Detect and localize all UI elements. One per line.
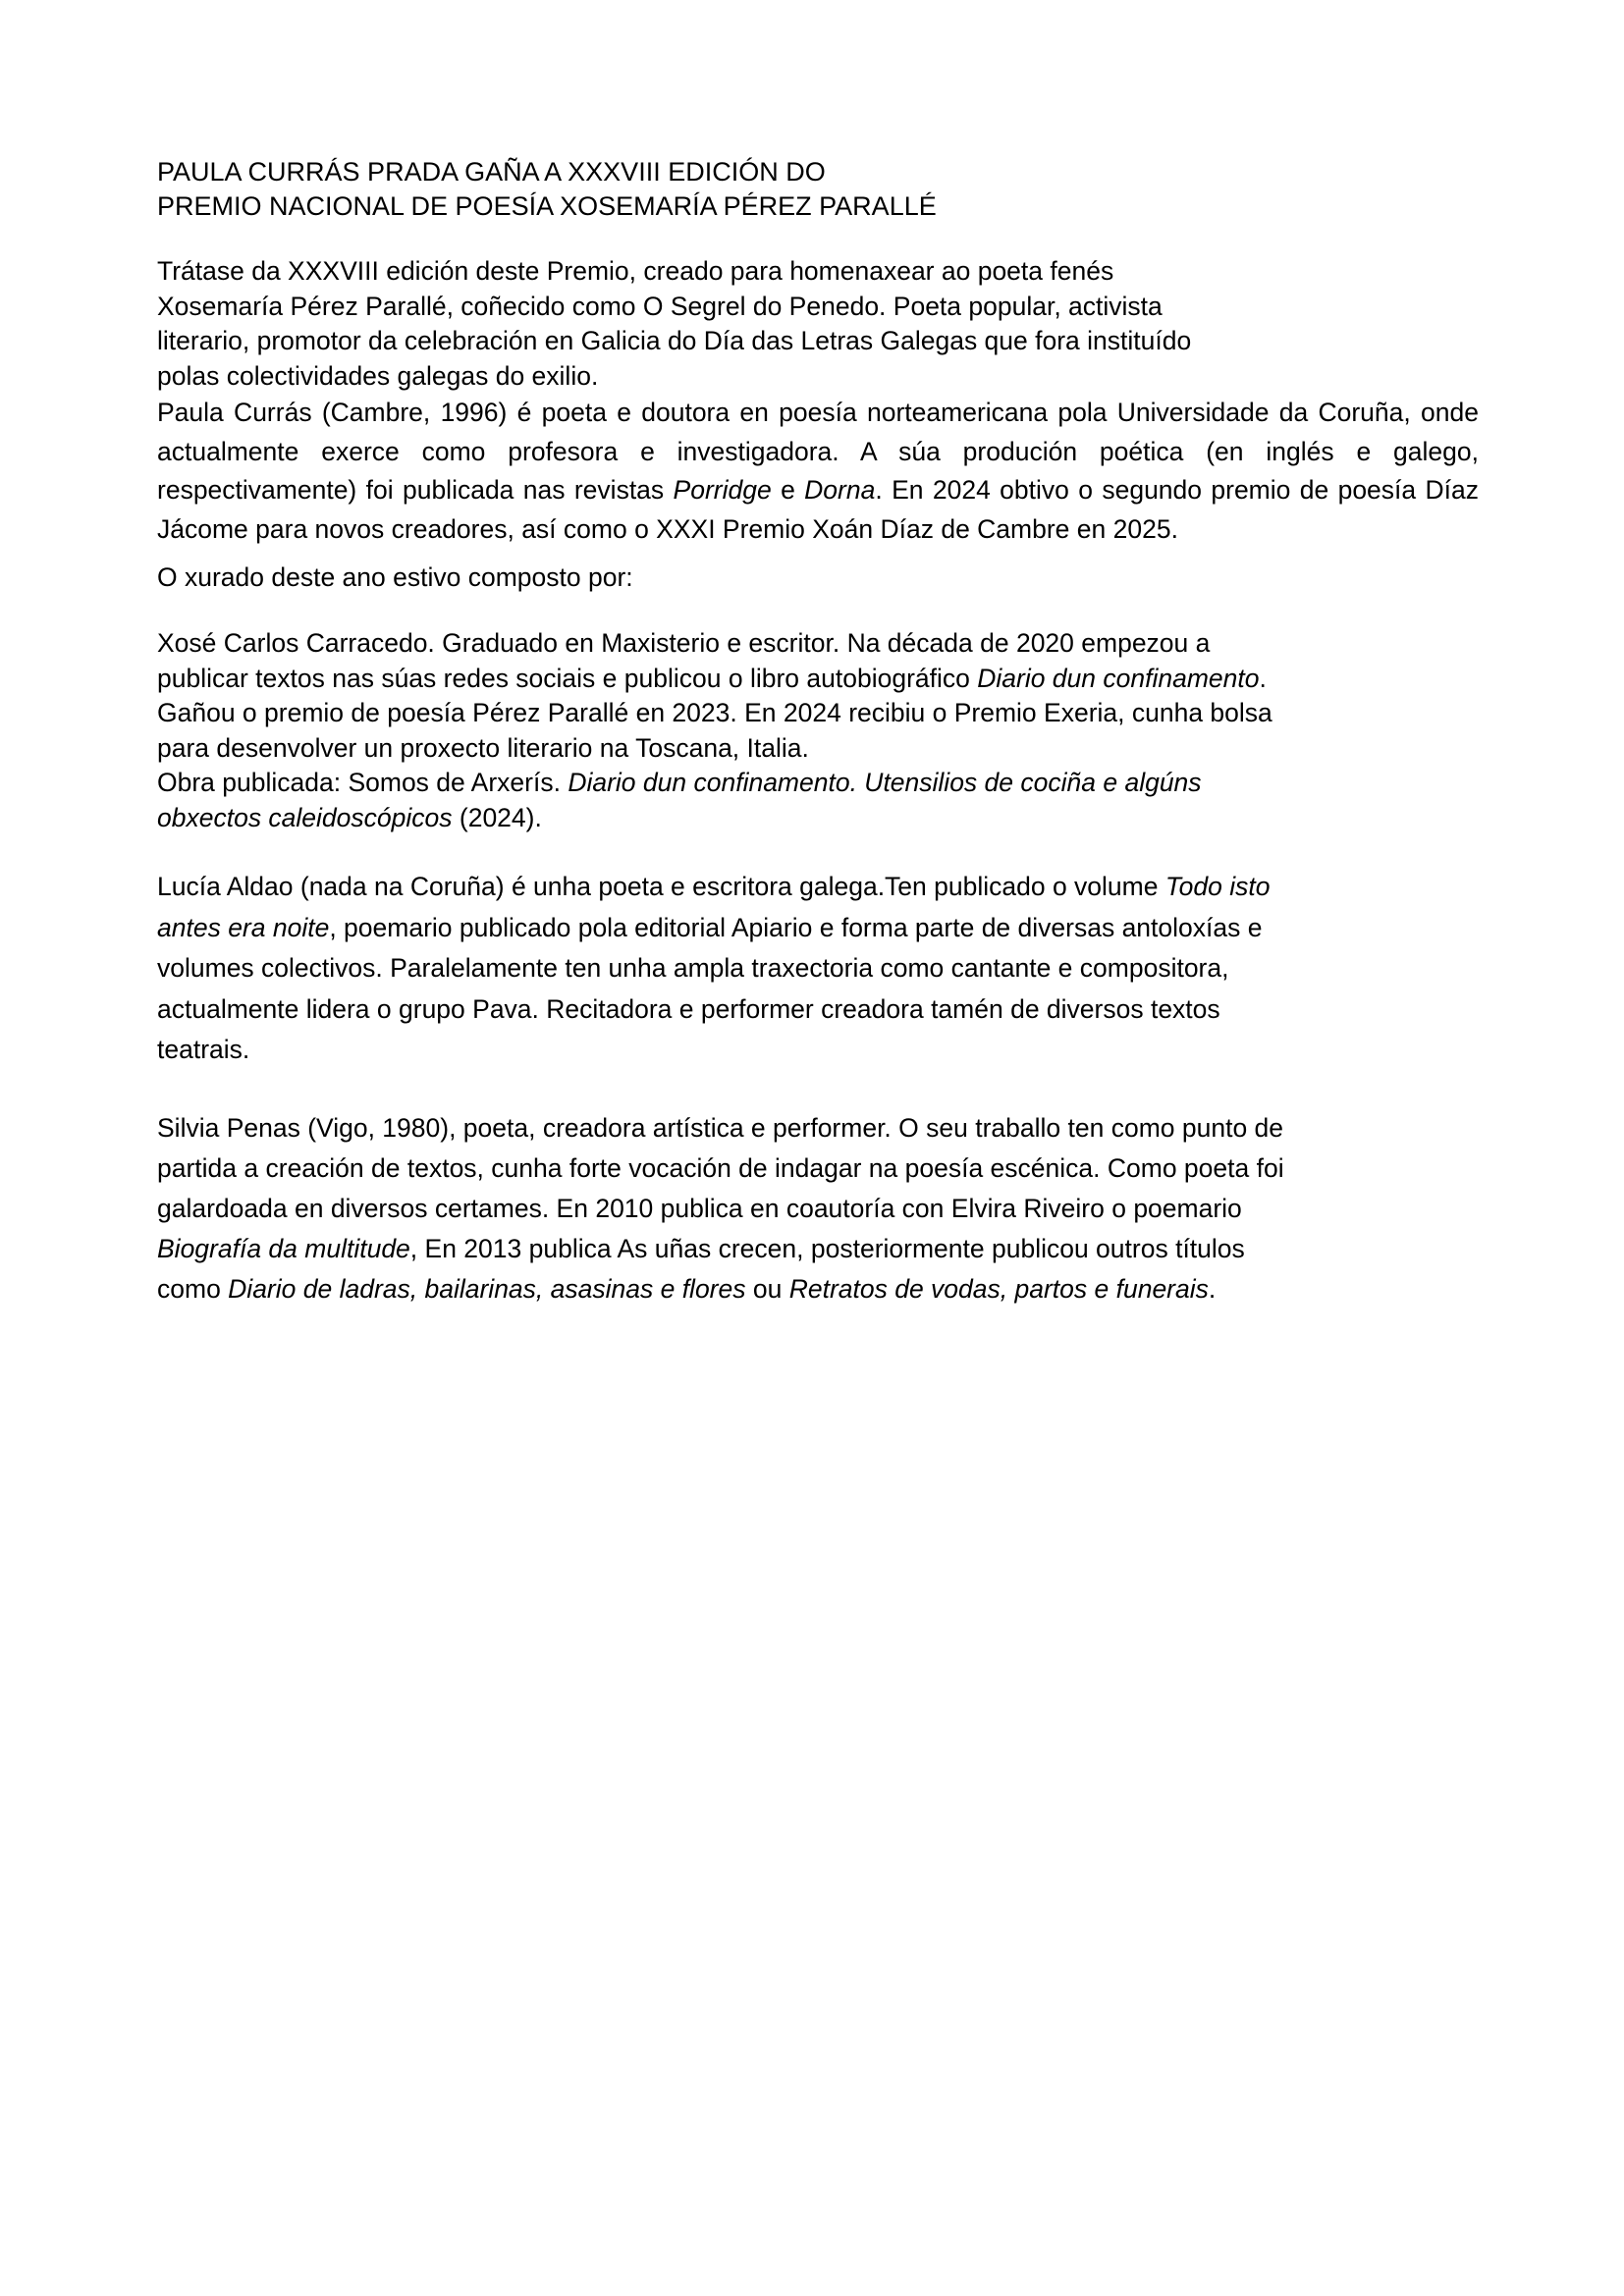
intro-paragraph — [157, 254, 1335, 394]
bio-line: actualmente lidera o grupo Pava. Recitadora e performer creadora tamén de diversos textos — [157, 993, 1220, 1024]
bio-text: Lucía Aldao (nada na Coruña) é unha poeta e escritora galega.Ten publicado o volume — [157, 872, 1165, 901]
bio-text: . — [1259, 663, 1267, 693]
magazine-title: Porridge — [673, 475, 772, 505]
bio-line: Silvia Penas (Vigo, 1980), poeta, creadora artística e performer. O seu traballo ten como punto de — [157, 1112, 1284, 1143]
intro-line: Trátase da XXXVIII edición deste Premio, creado para homenaxear ao poeta fenés — [157, 256, 1114, 286]
jury-bio-carracedo — [157, 626, 1479, 835]
bio-line — [157, 1269, 1479, 1309]
intro-line: literario, promotor da celebración en Galicia do Día das Letras Galegas que fora instituído — [157, 326, 1192, 355]
jury-intro: O xurado deste ano estivo composto por: — [157, 562, 633, 592]
bio-line: Xosé Carlos Carracedo. Graduado en Maxisterio e escritor. Na década de 2020 empezou a — [157, 628, 1211, 658]
bio-line — [157, 801, 1479, 836]
bio-line: para desenvolver un proxecto literario na Toscana, Italia. — [157, 732, 809, 763]
bio-text: . — [1208, 1273, 1217, 1304]
jury-bio-penas — [157, 1108, 1479, 1309]
bio-text: , En 2013 publica As uñas crecen, posteriormente publicou outros títulos — [409, 1233, 1245, 1263]
bio-line: Gañou o premio de poesía Pérez Parallé en 2023. En 2024 recibiu o Premio Exeria, cunha bolsa — [157, 698, 1272, 727]
winner-bio-text: Paula Currás (Cambre, 1996) é poeta e doutora en poesía norteamericana pola Universidade da Coruña, onde actualmente exerce como profesora e investigadora. A súa produción poética (en inglés e galego, respectivamente) foi publicada nas revistas — [157, 398, 1479, 505]
intro-line: Xosemaría Pérez Parallé, coñecido como O Segrel do Penedo. Poeta popular, activista — [157, 291, 1163, 321]
book-title: Todo isto — [1164, 872, 1271, 901]
bio-text: ou — [745, 1273, 789, 1304]
bio-line: teatrais. — [157, 1035, 250, 1064]
title-line-1: PAULA CURRÁS PRADA GAÑA A XXXVIII EDICIÓN DO — [157, 157, 826, 187]
bio-text: como — [157, 1273, 229, 1304]
bio-text: Obra publicada: Somos de Arxerís. — [157, 768, 568, 797]
magazine-title: Dorna — [804, 475, 876, 505]
bio-text: publicar textos nas súas redes sociais e publicou o libro autobiográfico — [157, 663, 978, 693]
book-title: Retratos de vodas, partos e funerais — [788, 1273, 1209, 1304]
book-title: Diario dun confinamento — [977, 663, 1260, 693]
book-title: Diario de ladras, bailarinas, asasinas e flores — [228, 1273, 746, 1304]
winner-bio-paragraph — [157, 394, 1479, 549]
book-title: Diario dun confinamento. Utensilios de cociña e algúns — [568, 768, 1202, 797]
title-line-2: PREMIO NACIONAL DE POESÍA XOSEMARÍA PÉREZ PARALLÉ — [157, 191, 937, 221]
bio-text: (2024). — [452, 802, 542, 832]
bio-line — [157, 662, 1479, 697]
bio-line: partida a creación de textos, cunha forte vocación de indagar na poesía escénica. Como poeta foi — [157, 1152, 1284, 1183]
intro-line: polas colectividades galegas do exilio. — [157, 360, 599, 391]
bio-line — [157, 867, 1479, 908]
book-title: obxectos caleidoscópicos — [157, 802, 453, 832]
winner-bio-text: . En 2024 obtivo o segundo premio de poesía Díaz Jácome para novos creadores, así como o XXXI Premio Xoán Díaz de Cambre en 2025. — [157, 475, 1479, 544]
document-page — [157, 155, 1479, 1309]
winner-bio-text: e — [771, 475, 805, 505]
book-title: Biografía da multitude — [157, 1233, 410, 1263]
bio-line: galardoada en diversos certames. En 2010 publica en coautoría con Elvira Riveiro o poemario — [157, 1193, 1242, 1223]
bio-line: volumes colectivos. Paralelamente ten unha ampla traxectoria como cantante e compositora, — [157, 953, 1229, 983]
book-title: antes era noite — [157, 912, 330, 942]
bio-line — [157, 766, 1479, 801]
bio-text: , poemario publicado pola editorial Apiario e forma parte de diversas antoloxías e — [329, 912, 1263, 942]
bio-line — [157, 1229, 1479, 1269]
bio-line — [157, 908, 1479, 949]
document-title — [157, 155, 1479, 224]
jury-bio-aldao — [157, 867, 1479, 1071]
